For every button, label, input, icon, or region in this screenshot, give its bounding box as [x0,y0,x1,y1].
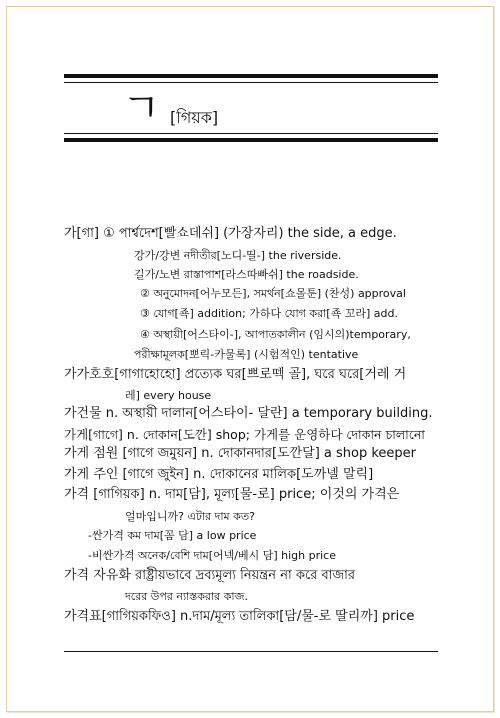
entry-line: 가게 주인 [গাগে জুইন] n. দোকানের মালিক[도까넬 말릭] [64,467,374,482]
header-pronunciation: [গিয়ক] [170,108,219,127]
entry-line: ③ যোগ[죡] addition; 가하다 যোগ করা[죡 꼬라] add. [140,307,398,320]
entry-line: ② অনুমোদন[어누모든], সমর্থন[쇼몰툰] (찬성) approval [140,287,406,300]
entry-line: 강가/강변 নদীতীর[노디-띨-] the riverside. [134,249,342,262]
entry-line: 길가/노변 রাস্তাপাশ[라스따빠쉬] the roadside. [134,268,359,281]
entry-line: 가격표[গাগিয়কফিও] n.দাম/মূল্য তালিকা[담/물-로 딸리까] price [64,609,415,624]
entry-line: 가게 점원 [গাগে জমুয়ন] n. দোকানদার[도깐달] a shop keeper [64,446,417,461]
entry-line: 가[গা] ① পার্শ্বদেশ[빨쇼데쉬] (가장자리) the side, a edge. [64,226,397,241]
entry-line: দরের উপর ন্যাস্তকরার কাজ. [125,590,248,603]
footer-rule [64,651,438,652]
entry-line: 레] every house [125,389,212,402]
entry-line: -비싼가격 অনেক/বেশি দাম[어넥/베시 담] high price [88,549,336,562]
header-letter: ㄱ [122,85,161,131]
entry-line: 가건물 n. অস্থায়ী দালান[어스타이- 달란] a temporary building. [64,406,433,421]
entry-line: 가게[গাগে] n. দোকান[도깐] shop; 가게를 운영하다 দোকান চালানো [64,427,425,442]
entry-line: 가가호호[গাগাহোহো] প্রত্যেক ঘর[쁘로떽 골], ঘরে ঘরে[거레 거 [64,367,407,382]
entry-line: পরীক্ষামূলক[뽀릭-카물록] (시험적인) tentative [134,348,359,361]
entry-line: ④ অস্থায়ী[어스타이-], আপাতকালীন (임시의)temporary, [140,328,411,341]
entry-line: 얼마입니까? এটার দাম কত? [125,510,255,523]
entry-line: 가격 자유화 রাষ্ট্রীয়ভাবে দ্রব্যমূল্য নিয়ন্ত্রন না করে বাজার [64,568,356,583]
entry-line: -싼가격 কম দাম[꼼 담] a low price [88,529,257,542]
entry-line: 가격 [গাগিয়ক] n. দাম[담], মূল্য[물-로] price; 이것의 가격은 [64,487,400,502]
